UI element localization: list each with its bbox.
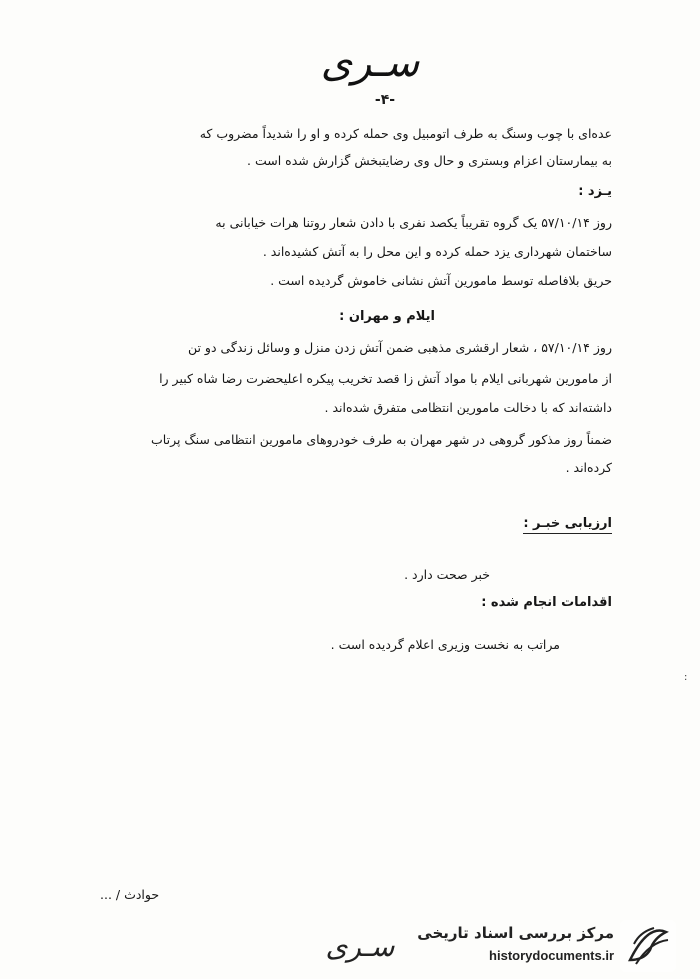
actions-heading: اقدامات انجام شده : [481, 595, 612, 610]
body-line-2: به بیمارستان اعزام وبستری و حال وی رضایتبخش گزارش شده است . [247, 153, 612, 168]
margin-mark: : [684, 672, 688, 683]
assessment-heading: ارزیابی خبـر : [523, 516, 612, 534]
page-number: -۴- [374, 92, 396, 108]
section-heading-ilam-mehran: ایلام و مهران : [339, 309, 435, 324]
body-line-yazd-2: ساختمان شهرداری یزد حمله کرده و این محل را به آتش کشیده‌اند . [262, 244, 612, 259]
body-line-ilam-4: ضمناً روز مذکور گروهی در شهر مهران به طرف خودروهای مامورین انتظامی سنگ پرتاب [151, 432, 612, 447]
body-line-ilam-3: داشته‌اند که با دخالت مامورین انتظامی متفرق شده‌اند . [324, 400, 612, 415]
classification-stamp-bottom: سـری [325, 930, 395, 963]
body-line-ilam-1: روز ۵۷/۱۰/۱۴ ، شعار ارقشری مذهبی ضمن آتش زدن منزل و وسائل زندگی دو تن [187, 340, 612, 355]
body-line-1: عده‌ای با چوب وسنگ به طرف اتومبیل وی حمله کرده و او را شدیداً مضروب که [199, 126, 612, 141]
document-reference: حوادث / ... [100, 887, 160, 902]
actions-text: مراتب به نخست وزیری اعلام گردیده است . [330, 637, 560, 652]
archive-logo-icon [620, 920, 676, 972]
archive-watermark [417, 918, 684, 974]
assessment-text: خبر صحت دارد . [404, 567, 490, 582]
watermark-url: historydocuments.ir [489, 948, 614, 963]
body-line-ilam-5: کرده‌اند . [565, 460, 612, 475]
classification-stamp-top: سـری [320, 40, 420, 86]
watermark-title: مرکز بررسی اسناد تاریخی [417, 924, 614, 942]
body-line-yazd-1: روز ۵۷/۱۰/۱۴ یک گروه تقریباً یکصد نفری با دادن شعار روتنا هرات خیابانی به [215, 215, 612, 230]
body-line-ilam-2: از مامورین شهربانی ایلام با مواد آتش زا قصد تخریب پیکره اعلیحضرت رضا شاه کبیر را [159, 371, 612, 386]
section-heading-yazd: یـزد : [578, 184, 612, 199]
body-line-yazd-3: حریق بلافاصله توسط مامورین آتش نشانی خاموش گردیده است . [270, 273, 612, 288]
